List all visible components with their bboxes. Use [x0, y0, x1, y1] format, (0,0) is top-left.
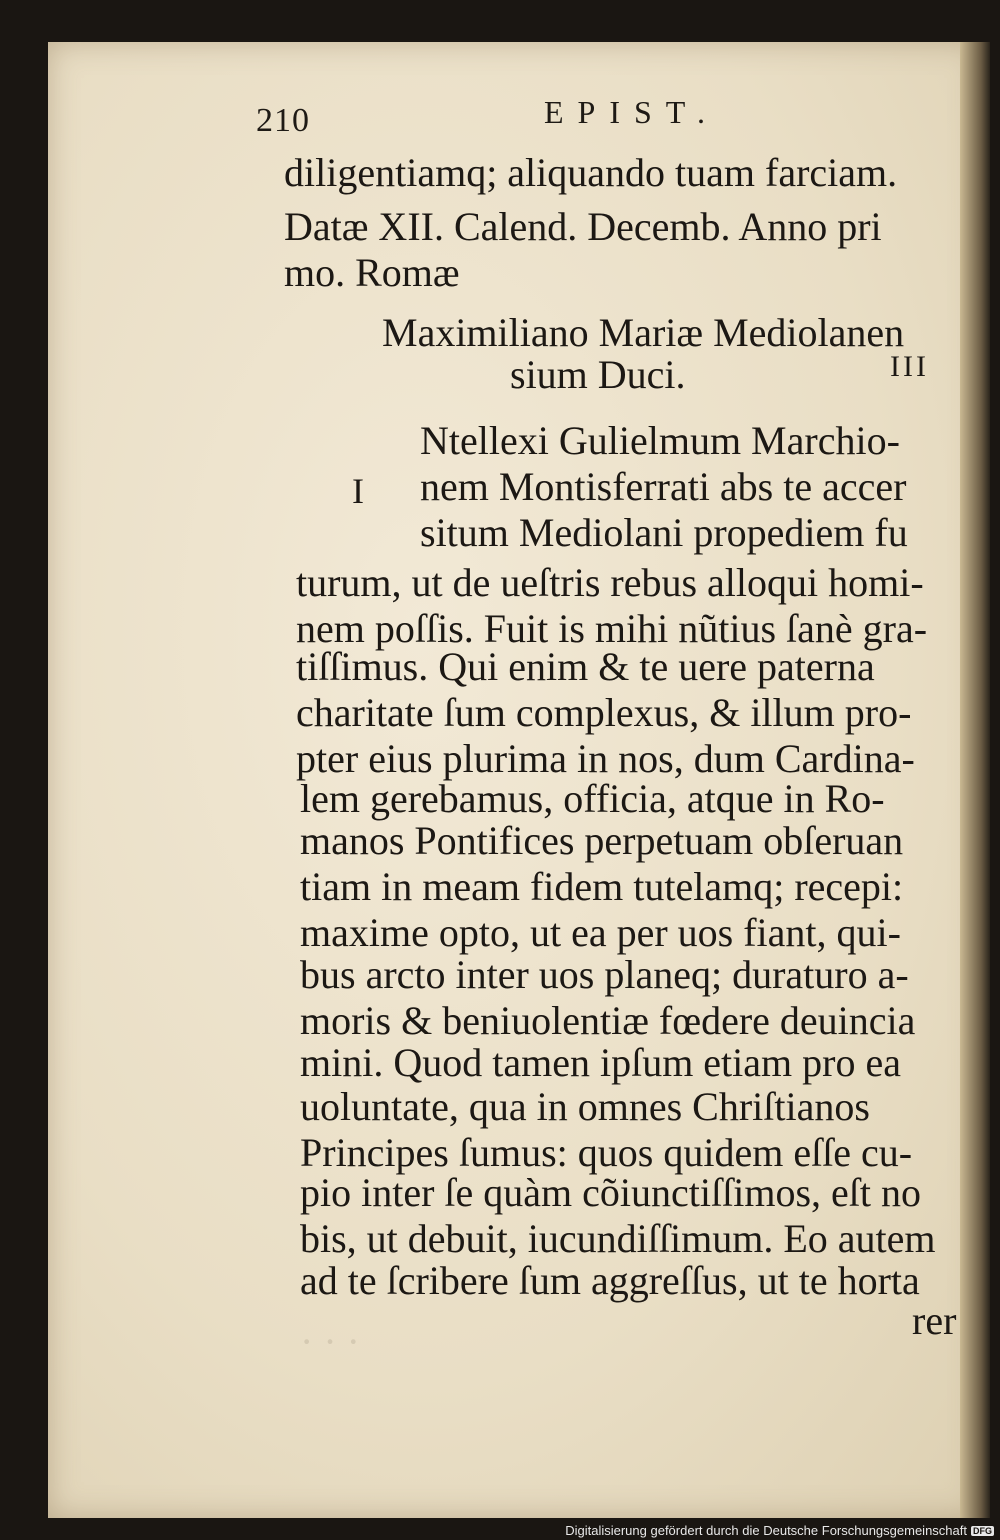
running-head: EPIST.	[544, 94, 719, 130]
text-line: mini. Quod tamen ipſum etiam pro ea	[300, 1040, 901, 1085]
letter-number: III	[890, 350, 929, 383]
text-line: nem poſſis. Fuit is mihi nũtius ſanè gra-	[296, 606, 928, 651]
text-line: situm Mediolani propediem fu	[420, 510, 908, 555]
text-line: Principes ſumus: quos quidem eſſe cu-	[300, 1130, 913, 1175]
text-line: moris & beniuolentiæ fœdere deuincia	[300, 998, 916, 1043]
text-line: tiſſimus. Qui enim & te uere paterna	[296, 644, 875, 689]
dfg-logo-icon: DFG	[973, 1525, 992, 1536]
text-line: Datæ XII. Calend. Decemb. Anno pri	[284, 204, 882, 249]
text-line: bis, ut debuit, iucundiſſimum. Eo autem	[300, 1216, 936, 1261]
letter-heading-line2: sium Duci.	[510, 352, 686, 397]
letter-heading-line1: Maximiliano Mariæ Mediolanen	[382, 310, 905, 355]
text-line: nem Montisferrati abs te accer	[420, 464, 907, 509]
text-line: manos Pontifices perpetuam obſeruan	[300, 818, 904, 863]
text-line: maxime opto, ut ea per uos fiant, qui-	[300, 910, 901, 955]
text-line: mo. Romæ	[284, 250, 460, 295]
text-line: charitate ſum complexus, & illum pro-	[296, 690, 912, 735]
page-number: 210	[256, 102, 310, 139]
text-line: pter eius plurima in nos, dum Cardina-	[296, 736, 915, 781]
text-line: diligentiamq; aliquando tuam farciam.	[284, 150, 898, 195]
text-line: pio inter ſe quàm cõiunctiſſimos, eſt no	[300, 1170, 921, 1215]
page-header	[238, 90, 938, 140]
text-line: bus arcto inter uos planeq; duraturo a-	[300, 952, 909, 997]
text-line: Ntellexi Gulielmum Marchio-	[420, 418, 900, 463]
digitization-credit	[565, 1523, 994, 1538]
text-line: turum, ut de ueſtris rebus alloqui homi-	[296, 560, 924, 605]
show-through-text: · · ·	[300, 1319, 660, 1364]
page-edge	[960, 42, 990, 1518]
text-line: uoluntate, qua in omnes Chriſtianos	[300, 1084, 870, 1129]
text-line: lem gerebamus, officia, atque in Ro-	[300, 776, 885, 821]
initial-letter: I	[352, 471, 364, 511]
text-line: ad te ſcribere ſum aggreſſus, ut te horta	[300, 1258, 920, 1303]
credit-text: Digitalisierung gefördert durch die Deutsche Forschungsgemeinschaft	[565, 1523, 967, 1538]
catchword: rer	[912, 1298, 957, 1343]
text-line: tiam in meam fidem tutelamq; recepi:	[300, 864, 904, 909]
